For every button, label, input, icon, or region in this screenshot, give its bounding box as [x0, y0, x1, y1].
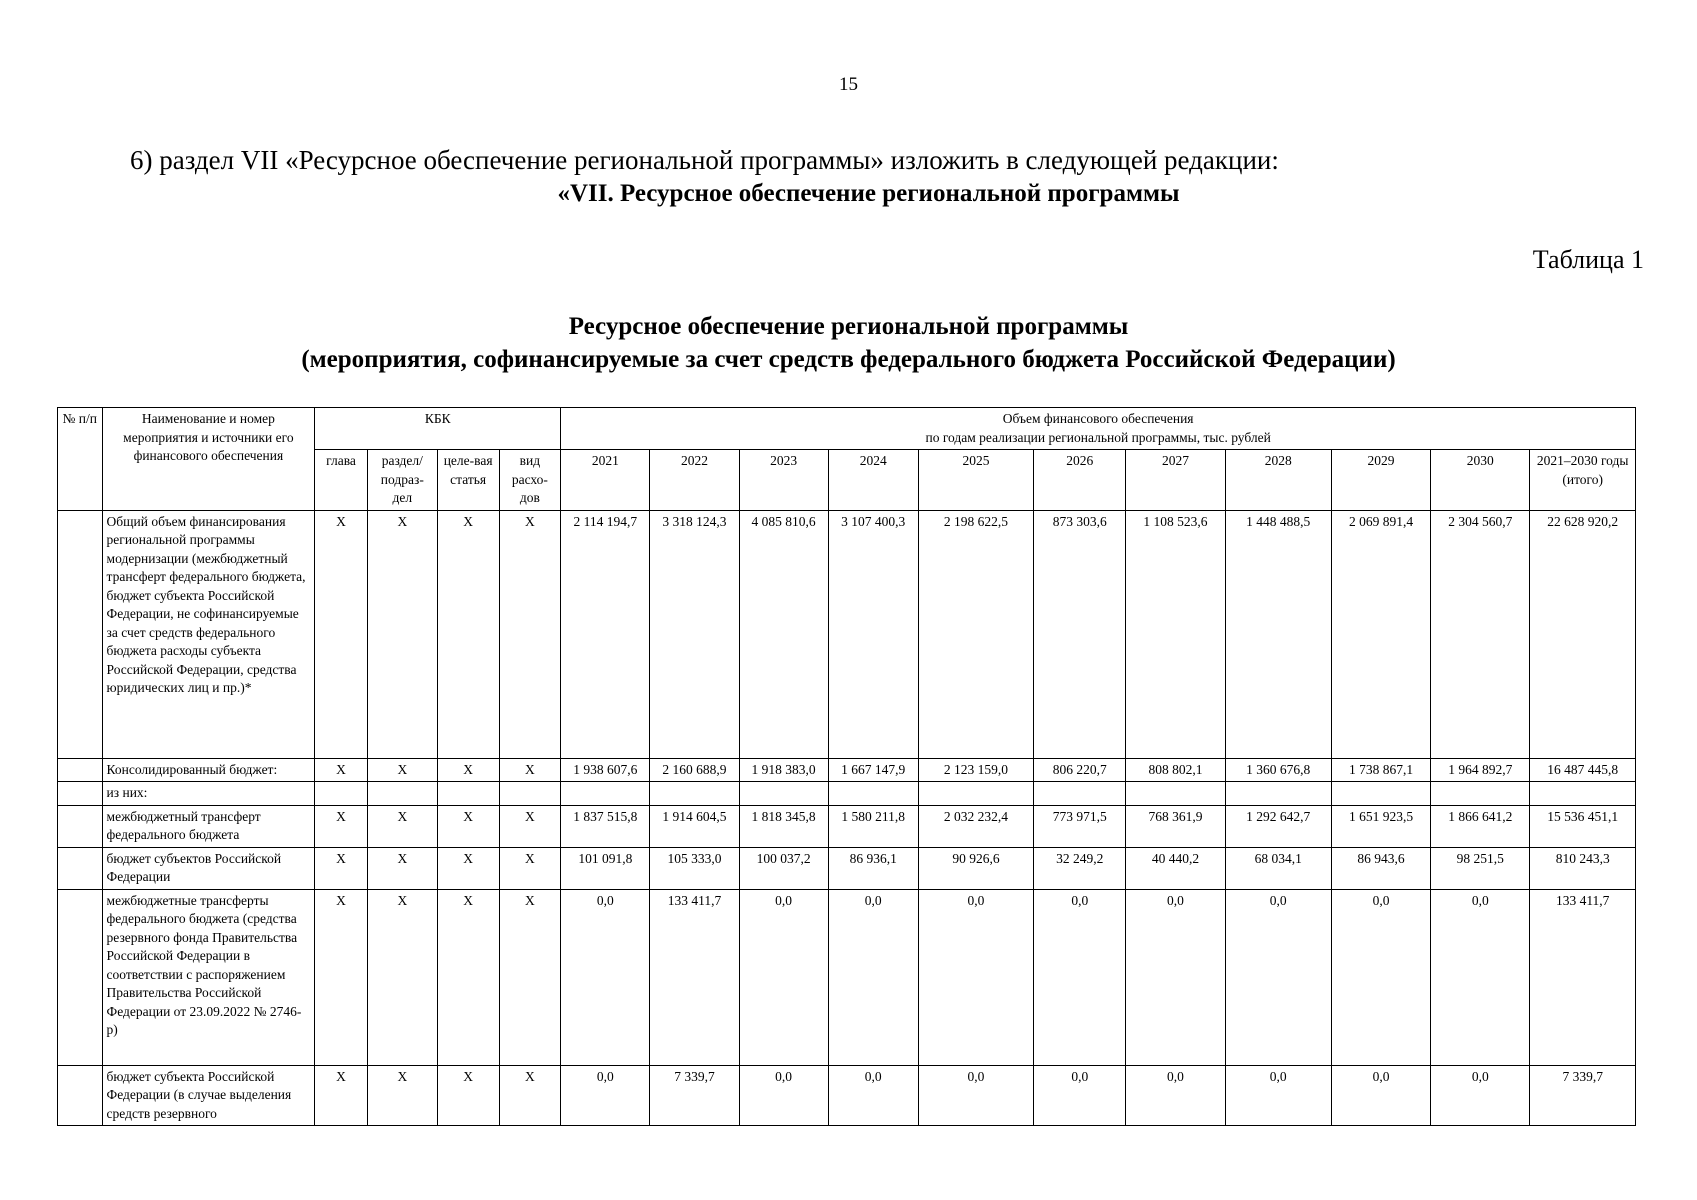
cell-name: бюджет субъекта Российской Федерации (в случае выделения средств резервного: [102, 1065, 315, 1126]
cell-value: 3 107 400,3: [828, 510, 918, 758]
cell-value: 0,0: [1225, 1065, 1331, 1126]
header-num: № п/п: [58, 408, 103, 511]
cell-kbk: Х: [499, 510, 561, 758]
cell-kbk: Х: [499, 847, 561, 889]
header-row-1: [58, 408, 1636, 450]
cell-value: 1 108 523,6: [1126, 510, 1225, 758]
cell-value: [918, 782, 1033, 806]
cell-value: 105 333,0: [650, 847, 739, 889]
cell-value: 32 249,2: [1034, 847, 1126, 889]
cell-value: 0,0: [1126, 1065, 1225, 1126]
header-year: 2021: [561, 450, 650, 511]
cell-value: [1225, 782, 1331, 806]
header-year-total: 2021–2030 годы (итого): [1530, 450, 1636, 511]
cell-value: 1 667 147,9: [828, 758, 918, 782]
cell-value: [561, 782, 650, 806]
header-glava: глава: [315, 450, 368, 511]
cell-kbk: Х: [367, 847, 437, 889]
cell-kbk: Х: [315, 889, 368, 1065]
cell-name: межбюджетные трансферты федерального бюджета (средства резервного фонда Правительства Российской Федерации в соответствии с распоряжением Правительства Российской Федерации от 23.09.2022 № 2746-р): [102, 889, 315, 1065]
header-volume-line2: по годам реализации региональной программы, тыс. рублей: [925, 429, 1271, 445]
cell-value: 1 837 515,8: [561, 805, 650, 847]
cell-value: 1 938 607,6: [561, 758, 650, 782]
cell-value: 133 411,7: [1530, 889, 1636, 1065]
cell-value: 1 918 383,0: [739, 758, 828, 782]
header-year: 2030: [1431, 450, 1530, 511]
cell-value: 22 628 920,2: [1530, 510, 1636, 758]
cell-value: 68 034,1: [1225, 847, 1331, 889]
table-row: [58, 1065, 1636, 1126]
cell-name: межбюджетный трансферт федерального бюджета: [102, 805, 315, 847]
cell-num: [58, 782, 103, 806]
cell-value: 1 964 892,7: [1431, 758, 1530, 782]
cell-value: 1 866 641,2: [1431, 805, 1530, 847]
cell-value: 98 251,5: [1431, 847, 1530, 889]
cell-value: 2 114 194,7: [561, 510, 650, 758]
cell-value: 101 091,8: [561, 847, 650, 889]
cell-kbk: Х: [367, 889, 437, 1065]
header-year: 2025: [918, 450, 1033, 511]
cell-value: 0,0: [1331, 1065, 1430, 1126]
cell-value: 40 440,2: [1126, 847, 1225, 889]
cell-value: [1530, 782, 1636, 806]
cell-value: 1 818 345,8: [739, 805, 828, 847]
header-vid: вид расхо-дов: [499, 450, 561, 511]
cell-name: из них:: [102, 782, 315, 806]
cell-kbk: [367, 782, 437, 806]
cell-value: 0,0: [739, 1065, 828, 1126]
header-year: 2024: [828, 450, 918, 511]
table-body: [58, 510, 1636, 1126]
cell-value: 0,0: [1431, 1065, 1530, 1126]
cell-value: 0,0: [1126, 889, 1225, 1065]
cell-value: 3 318 124,3: [650, 510, 739, 758]
cell-value: 1 914 604,5: [650, 805, 739, 847]
cell-value: 0,0: [561, 889, 650, 1065]
header-kbk: КБК: [315, 408, 561, 450]
cell-kbk: Х: [315, 758, 368, 782]
table-row: [58, 782, 1636, 806]
cell-value: 16 487 445,8: [1530, 758, 1636, 782]
cell-kbk: Х: [367, 805, 437, 847]
header-year: 2028: [1225, 450, 1331, 511]
cell-kbk: Х: [437, 1065, 499, 1126]
cell-value: [1126, 782, 1225, 806]
cell-value: 768 361,9: [1126, 805, 1225, 847]
cell-kbk: Х: [315, 1065, 368, 1126]
cell-kbk: [499, 782, 561, 806]
header-year: 2023: [739, 450, 828, 511]
cell-kbk: Х: [499, 889, 561, 1065]
cell-value: 1 360 676,8: [1225, 758, 1331, 782]
cell-value: 4 085 810,6: [739, 510, 828, 758]
header-volume-line1: Объем финансового обеспечения: [1002, 411, 1194, 426]
cell-kbk: [315, 782, 368, 806]
cell-value: 86 943,6: [1331, 847, 1430, 889]
cell-name: бюджет субъектов Российской Федерации: [102, 847, 315, 889]
page-number: 15: [839, 74, 858, 95]
cell-value: 1 292 642,7: [1225, 805, 1331, 847]
cell-value: 1 651 923,5: [1331, 805, 1430, 847]
cell-num: [58, 805, 103, 847]
cell-name: Консолидированный бюджет:: [102, 758, 315, 782]
cell-kbk: [437, 782, 499, 806]
cell-num: [58, 758, 103, 782]
cell-value: 2 123 159,0: [918, 758, 1033, 782]
intro-text: 6) раздел VII «Ресурсное обеспечение региональной программы» изложить в следующей редакции:: [130, 145, 1279, 175]
cell-value: 7 339,7: [650, 1065, 739, 1126]
cell-value: 90 926,6: [918, 847, 1033, 889]
cell-kbk: Х: [437, 889, 499, 1065]
cell-value: 806 220,7: [1034, 758, 1126, 782]
cell-value: 1 580 211,8: [828, 805, 918, 847]
cell-value: 0,0: [1331, 889, 1430, 1065]
cell-kbk: Х: [437, 510, 499, 758]
cell-num: [58, 510, 103, 758]
cell-value: 0,0: [828, 889, 918, 1065]
cell-value: 2 198 622,5: [918, 510, 1033, 758]
table-row: [58, 889, 1636, 1065]
header-year: 2026: [1034, 450, 1126, 511]
cell-value: 1 738 867,1: [1331, 758, 1430, 782]
cell-value: 0,0: [1225, 889, 1331, 1065]
cell-kbk: Х: [367, 1065, 437, 1126]
header-year: 2022: [650, 450, 739, 511]
header-razdel: раздел/ подраз-дел: [367, 450, 437, 511]
header-name: Наименование и номер мероприятия и источники его финансового обеспечения: [102, 408, 315, 511]
cell-value: 2 304 560,7: [1431, 510, 1530, 758]
cell-num: [58, 847, 103, 889]
cell-num: [58, 889, 103, 1065]
cell-value: 0,0: [918, 889, 1033, 1065]
table-title-line1: Ресурсное обеспечение региональной программы: [568, 313, 1129, 340]
cell-num: [58, 1065, 103, 1126]
cell-value: 15 536 451,1: [1530, 805, 1636, 847]
table-title-line2: (мероприятия, софинансируемые за счет средств федерального бюджета Российской Федерации): [301, 346, 1396, 373]
table-title: [0, 310, 1697, 376]
cell-value: 1 448 488,5: [1225, 510, 1331, 758]
cell-value: 0,0: [1034, 1065, 1126, 1126]
cell-value: 873 303,6: [1034, 510, 1126, 758]
cell-kbk: Х: [499, 758, 561, 782]
table-label: Таблица 1: [1532, 245, 1644, 274]
cell-value: 100 037,2: [739, 847, 828, 889]
cell-value: 86 936,1: [828, 847, 918, 889]
cell-kbk: Х: [315, 805, 368, 847]
cell-kbk: Х: [367, 510, 437, 758]
cell-value: 773 971,5: [1034, 805, 1126, 847]
cell-value: 808 802,1: [1126, 758, 1225, 782]
table-row: [58, 510, 1636, 758]
cell-value: 0,0: [1431, 889, 1530, 1065]
cell-value: 133 411,7: [650, 889, 739, 1065]
cell-value: [828, 782, 918, 806]
cell-value: [650, 782, 739, 806]
header-tselevaya: целе-вая статья: [437, 450, 499, 511]
cell-kbk: Х: [499, 1065, 561, 1126]
cell-kbk: Х: [315, 510, 368, 758]
cell-value: [739, 782, 828, 806]
header-volume: [561, 408, 1636, 450]
resource-table: [57, 407, 1636, 1126]
cell-value: 0,0: [739, 889, 828, 1065]
cell-value: [1034, 782, 1126, 806]
cell-name: Общий объем финансирования региональной программы модернизации (межбюджетный трансферт федерального бюджета, бюджет субъекта Российской Федерации, не софинансируемые за счет средств федерального бюджета расходы субъекта Российской Федерации, средства юридических лиц и пр.)*: [102, 510, 315, 758]
table-row: [58, 758, 1636, 782]
cell-value: 2 032 232,4: [918, 805, 1033, 847]
cell-kbk: Х: [437, 847, 499, 889]
header-year: 2027: [1126, 450, 1225, 511]
cell-value: 0,0: [828, 1065, 918, 1126]
cell-kbk: Х: [437, 758, 499, 782]
cell-value: 7 339,7: [1530, 1065, 1636, 1126]
table-row: [58, 847, 1636, 889]
cell-kbk: Х: [315, 847, 368, 889]
cell-value: [1331, 782, 1430, 806]
header-year: 2029: [1331, 450, 1430, 511]
cell-kbk: Х: [499, 805, 561, 847]
cell-kbk: Х: [437, 805, 499, 847]
cell-value: 0,0: [918, 1065, 1033, 1126]
cell-value: 0,0: [1034, 889, 1126, 1065]
cell-value: 2 160 688,9: [650, 758, 739, 782]
cell-kbk: Х: [367, 758, 437, 782]
cell-value: 2 069 891,4: [1331, 510, 1430, 758]
table-row: [58, 805, 1636, 847]
cell-value: 0,0: [561, 1065, 650, 1126]
cell-value: [1431, 782, 1530, 806]
cell-value: 810 243,3: [1530, 847, 1636, 889]
section-title: «VII. Ресурсное обеспечение региональной программы: [557, 180, 1180, 207]
